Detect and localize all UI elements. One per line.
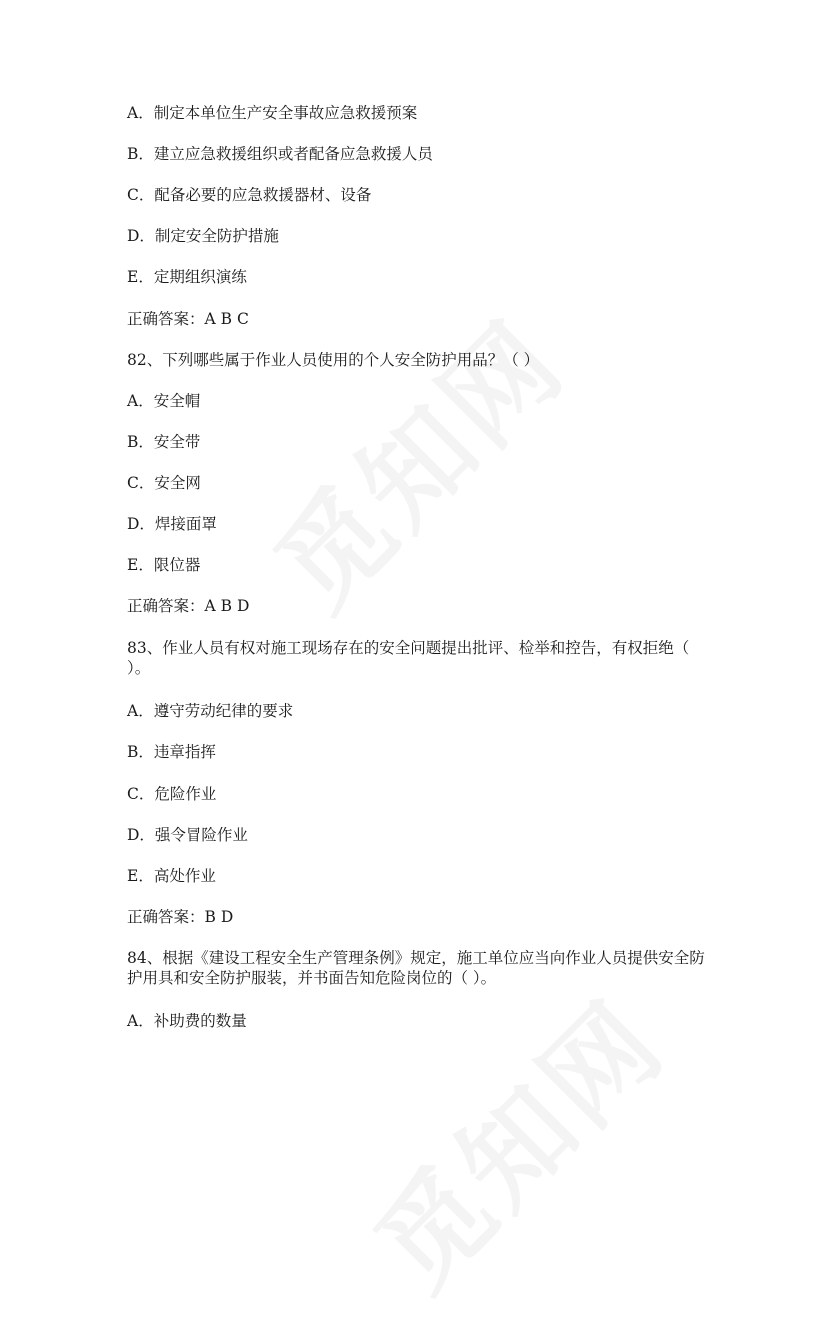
option-line: A．安全帽 [127, 392, 201, 410]
option-line: A．补助费的数量 [127, 1012, 247, 1030]
option-line: E．高处作业 [127, 867, 216, 885]
option-line: B．违章指挥 [127, 743, 216, 761]
option-line: A．制定本单位生产安全事故应急救援预案 [127, 104, 418, 122]
question-82: 82、下列哪些属于作业人员使用的个人安全防护用品？（ ） [127, 351, 540, 369]
option-line: B．安全带 [127, 433, 201, 451]
answer-line: 正确答案：B D [127, 908, 234, 926]
answer-line: 正确答案：A B C [127, 310, 249, 328]
option-line: C．危险作业 [127, 785, 217, 803]
answer-line: 正确答案：A B D [127, 597, 250, 615]
option-line: C．安全网 [127, 474, 201, 492]
option-line: A．遵守劳动纪律的要求 [127, 702, 294, 720]
option-line: D．焊接面罩 [127, 515, 217, 533]
watermark [235, 280, 593, 638]
option-line: D．强令冒险作业 [127, 826, 248, 844]
question-84: 84、根据《建设工程安全生产管理条例》规定，施工单位应当向作业人员提供安全防护用具和安全防护服装，并书面告知危险岗位的（ ）。 [127, 949, 705, 987]
option-line: C．配备必要的应急救援器材、设备 [127, 186, 372, 204]
option-line: B．建立应急救援组织或者配备应急救援人员 [127, 145, 433, 163]
option-line: D．制定安全防护措施 [127, 227, 279, 245]
question-83: 83、作业人员有权对施工现场存在的安全问题提出批评、检举和控告，有权拒绝（ ）。 [127, 639, 690, 677]
option-line: E．限位器 [127, 556, 201, 574]
option-line: E．定期组织演练 [127, 268, 247, 286]
